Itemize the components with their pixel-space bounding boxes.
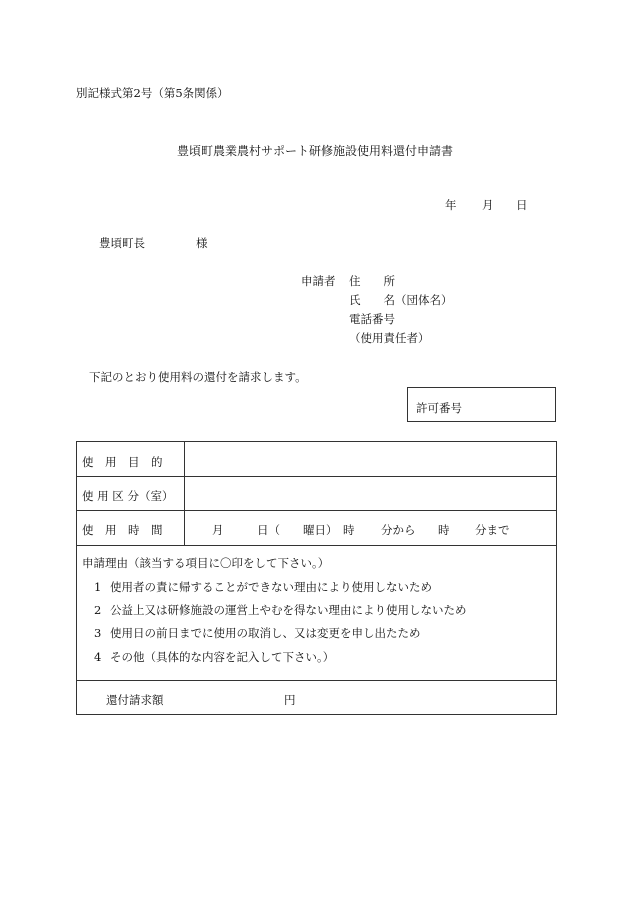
- time-minute-from-label: 分から: [381, 523, 416, 537]
- request-statement: 下記のとおり使用料の還付を請求します。: [89, 370, 307, 384]
- applicant-address-label: 住 所: [349, 274, 395, 288]
- table-row-divider: [77, 476, 556, 477]
- applicant-phone-label: 電話番号: [349, 312, 395, 326]
- reason-text: 使用日の前日までに使用の取消し、又は変更を申し出たため: [110, 626, 421, 640]
- document-title: 豊頃町農業農村サポート研修施設使用料還付申請書: [176, 144, 453, 158]
- reason-number: 4: [94, 650, 102, 664]
- time-label: 使 用 時 間: [82, 523, 163, 537]
- permit-number-label: 許可番号: [416, 401, 462, 415]
- table-column-divider: [184, 442, 185, 545]
- time-minute-to-label: 分まで: [475, 523, 510, 537]
- time-hour-to-label: 時: [438, 523, 450, 537]
- reason-text: 公益上又は研修施設の運営上やむを得ない理由により使用しないため: [110, 603, 467, 617]
- reason-text: その他（具体的な内容を記入して下さい。）: [110, 650, 335, 664]
- purpose-label: 使 用 目 的: [82, 455, 163, 469]
- refund-amount-unit: 円: [284, 693, 296, 707]
- addressee-honorific: 様: [196, 236, 208, 250]
- time-weekday-label: 曜日）: [303, 523, 338, 537]
- usage-details-table: [76, 441, 557, 715]
- reason-number: 2: [94, 603, 102, 617]
- refund-amount-label: 還付請求額: [106, 693, 164, 707]
- form-label: 別記様式第2号（第5条関係）: [76, 86, 229, 100]
- reason-item: [94, 625, 421, 641]
- reason-number: 3: [94, 626, 102, 640]
- reason-item: [94, 579, 432, 595]
- reason-item: [94, 649, 334, 665]
- date-month-label: 月: [482, 198, 494, 212]
- reason-text: 使用者の責に帰することができない理由により使用しないため: [110, 580, 432, 594]
- time-month-label: 月: [212, 523, 224, 537]
- division-label: 使 用 区 分（室）: [82, 489, 174, 503]
- permit-number-box: [407, 387, 556, 422]
- table-row-divider: [77, 680, 556, 681]
- applicant-name-label: 氏 名（団体名）: [349, 293, 453, 307]
- time-hour-from-label: 時: [343, 523, 355, 537]
- table-row-divider: [77, 510, 556, 511]
- applicant-label: 申請者: [301, 274, 336, 288]
- reason-item: [94, 602, 467, 618]
- addressee-name: 豊頃町長: [99, 236, 145, 250]
- time-day-label: 日（: [257, 523, 280, 537]
- reason-title: 申請理由（該当する項目に〇印をして下さい。）: [82, 556, 330, 570]
- applicant-responsible-label: （使用責任者）: [349, 331, 430, 345]
- date-day-label: 日: [516, 198, 528, 212]
- date-year-label: 年: [445, 198, 457, 212]
- table-row-divider: [77, 545, 556, 546]
- reason-number: 1: [94, 580, 102, 594]
